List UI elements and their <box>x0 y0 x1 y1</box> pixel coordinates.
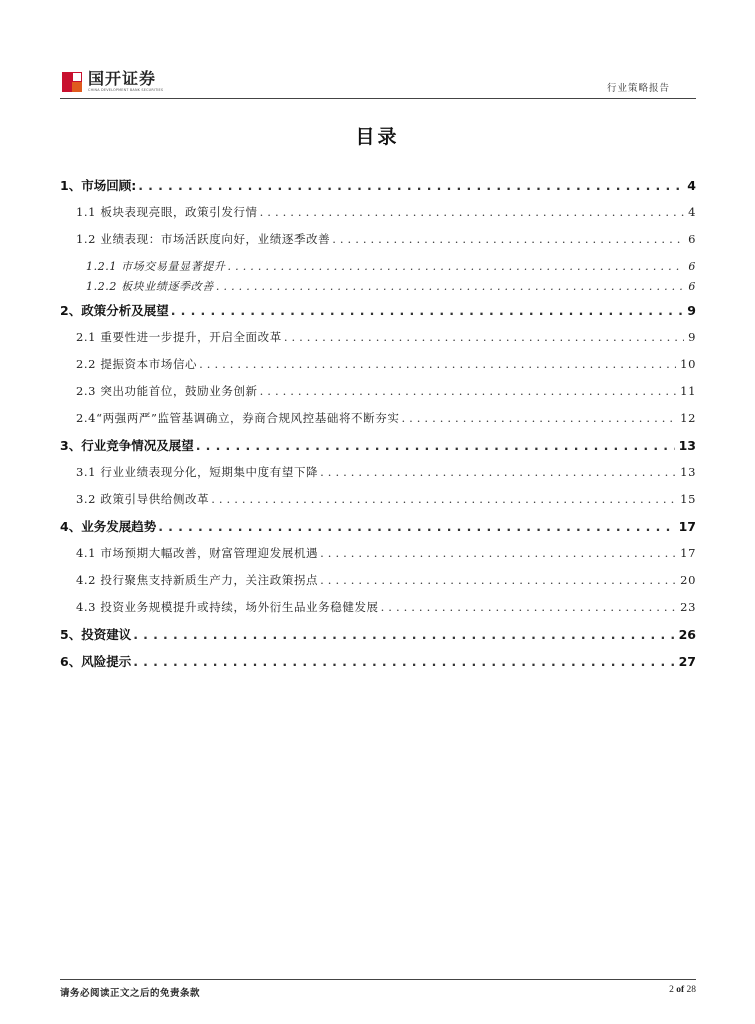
toc-entry-level-1[interactable] <box>60 513 696 540</box>
toc-entry-level-1[interactable] <box>60 648 696 675</box>
page-number <box>669 985 696 995</box>
toc-entry-label: 3、行业竞争情况及展望 <box>60 432 194 459</box>
toc-entry-page: 9 <box>687 303 696 318</box>
toc-entry-level-2[interactable] <box>60 199 696 226</box>
page-header <box>60 66 696 99</box>
toc-entry-page: 12 <box>680 411 696 425</box>
toc-entry-page: 13 <box>680 465 696 479</box>
toc-entry-page: 23 <box>680 600 696 614</box>
toc-entry-level-2[interactable] <box>60 226 696 253</box>
toc-leader-dots <box>381 594 677 621</box>
toc-leader-dots <box>171 297 684 324</box>
toc-leader-dots <box>320 540 676 567</box>
toc-leader-dots <box>284 324 684 351</box>
toc-entry-page: 6 <box>688 232 696 246</box>
toc-entry-level-2[interactable] <box>60 378 696 405</box>
toc-leader-dots <box>211 486 676 513</box>
toc-entry-label: 4.2 投行聚焦支持新质生产力，关注政策拐点 <box>76 567 318 594</box>
toc-entry-label: 4、业务发展趋势 <box>60 513 156 540</box>
toc-entry-label: 5、投资建议 <box>60 621 131 648</box>
toc-entry-page: 20 <box>680 573 696 587</box>
toc-entry-page: 11 <box>680 384 696 398</box>
toc-entry-level-1[interactable] <box>60 172 696 199</box>
toc-leader-dots <box>320 567 676 594</box>
page-footer <box>60 979 696 1002</box>
page-current: 2 <box>669 985 674 995</box>
toc-leader-dots <box>199 351 676 378</box>
toc-entry-page: 9 <box>688 330 696 344</box>
toc-entry-label: 1.1 板块表现亮眼，政策引发行情 <box>76 199 258 226</box>
toc-leader-dots <box>133 621 674 648</box>
toc-entry-page: 6 <box>688 280 696 293</box>
toc-entry-page: 17 <box>678 519 696 534</box>
company-name: 国开证券 <box>88 69 157 88</box>
toc-entry-label: 1.2 业绩表现：市场活跃度向好，业绩逐季改善 <box>76 226 330 253</box>
toc-entry-label: 1.2.2 板块业绩逐季改善 <box>86 277 214 297</box>
toc-leader-dots <box>320 459 676 486</box>
company-logo <box>62 70 163 93</box>
page-of: of <box>676 985 685 995</box>
toc-entry-label: 1、市场回顾: <box>60 172 136 199</box>
toc-entry-label: 2.3 突出功能首位，鼓励业务创新 <box>76 378 258 405</box>
toc-leader-dots <box>138 172 683 199</box>
toc-leader-dots <box>196 432 675 459</box>
toc-entry-label: 4.3 投资业务规模提升或持续，场外衍生品业务稳健发展 <box>76 594 379 621</box>
toc-leader-dots <box>401 405 676 432</box>
company-subtitle: CHINA DEVELOPMENT BANK SECURITIES <box>88 88 164 92</box>
toc-entry-page: 27 <box>678 654 696 669</box>
toc-leader-dots <box>158 513 674 540</box>
toc-entry-page: 26 <box>678 627 696 642</box>
toc-entry-label: 4.1 市场预期大幅改善，财富管理迎发展机遇 <box>76 540 318 567</box>
toc-entry-label: 1.2.1 市场交易量显著提升 <box>86 257 226 277</box>
toc-entry-level-2[interactable] <box>60 405 696 432</box>
toc-entry-label: 3.2 政策引导供给侧改革 <box>76 486 209 513</box>
toc-entry-label: 2、政策分析及展望 <box>60 297 169 324</box>
toc-leader-dots <box>260 378 677 405</box>
report-type: 行业策略报告 <box>606 83 670 94</box>
toc-entry-label: 2.1 重要性进一步提升，开启全面改革 <box>76 324 282 351</box>
toc-entry-level-1[interactable] <box>60 297 696 324</box>
table-of-contents <box>60 172 696 675</box>
toc-entry-label: 2.4“两强两严”监管基调确立，券商合规风控基础将不断夯实 <box>76 405 399 432</box>
toc-entry-level-2[interactable] <box>60 567 696 594</box>
toc-entry-page: 13 <box>678 438 696 453</box>
toc-entry-label: 2.2 提振资本市场信心 <box>76 351 197 378</box>
toc-entry-label: 6、风险提示 <box>60 648 131 675</box>
toc-entry-label: 3.1 行业业绩表现分化，短期集中度有望下降 <box>76 459 318 486</box>
toc-entry-page: 6 <box>688 260 696 273</box>
toc-entry-level-2[interactable] <box>60 486 696 513</box>
toc-entry-level-2[interactable] <box>60 351 696 378</box>
logo-mark-icon <box>62 72 82 92</box>
toc-entry-level-2[interactable] <box>60 594 696 621</box>
toc-entry-level-2[interactable] <box>60 540 696 567</box>
toc-title: 目录 <box>355 126 400 148</box>
toc-entry-level-2[interactable] <box>60 459 696 486</box>
toc-entry-level-3[interactable] <box>60 277 696 297</box>
toc-entry-level-1[interactable] <box>60 432 696 459</box>
toc-entry-level-1[interactable] <box>60 621 696 648</box>
toc-leader-dots <box>228 257 685 277</box>
toc-entry-page: 17 <box>680 546 696 560</box>
toc-leader-dots <box>133 648 674 675</box>
toc-leader-dots <box>216 277 685 297</box>
toc-entry-page: 4 <box>688 205 696 219</box>
toc-entry-page: 15 <box>680 492 696 506</box>
toc-leader-dots <box>260 199 684 226</box>
toc-entry-level-2[interactable] <box>60 324 696 351</box>
toc-leader-dots <box>332 226 684 253</box>
toc-entry-page: 4 <box>687 178 696 193</box>
toc-entry-page: 10 <box>680 357 696 371</box>
disclaimer-note: 请务必阅读正文之后的免责条款 <box>60 988 201 999</box>
toc-entry-level-3[interactable] <box>60 257 696 277</box>
page-total: 28 <box>686 985 696 995</box>
